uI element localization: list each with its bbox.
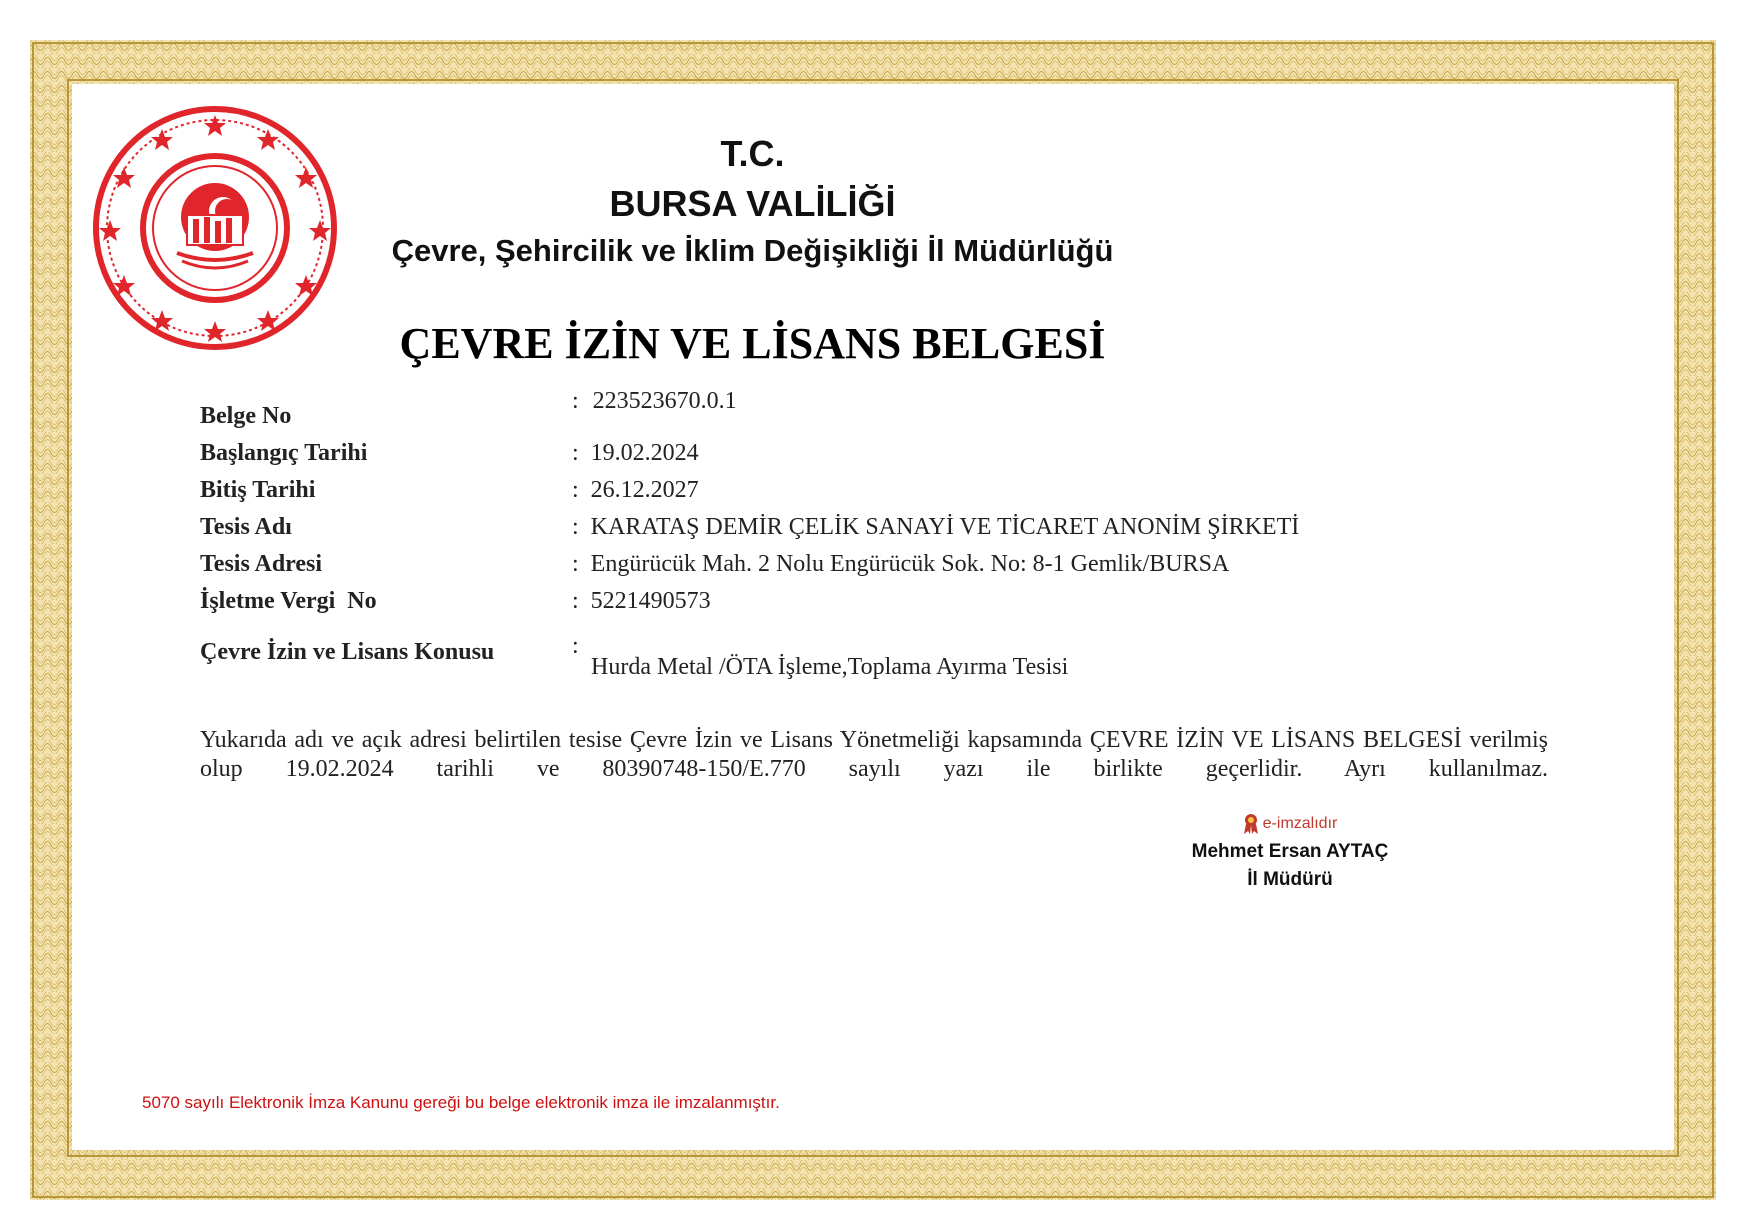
ribbon-icon [1243,813,1259,835]
validity-paragraph: Yukarıda adı ve açık adresi belirtilen tesise Çevre İzin ve Lisans Yönetmeliği kapsamında ÇEVRE İZİN VE LİSANS BELGESİ verilmiş olup 19.02.2024 tarihli ve 80390748-150/E.770 sayılı yazı ile birlikte geçerlidir. Ayrı kullanılmaz. [200,727,1548,782]
esign-label: e-imzalıdır [1262,815,1338,832]
field-value: : 26.12.2027 [572,477,699,503]
field-label: İşletme Vergi No [200,588,377,614]
header-directorate: Çevre, Şehircilik ve İklim Değişikliği İl Müdürlüğü [391,233,1114,268]
document-title: ÇEVRE İZİN VE LİSANS BELGESİ [399,319,1106,368]
esign-badge [1170,813,1410,835]
field-separator: : [572,633,579,659]
field-label: Bitiş Tarihi [200,477,316,503]
field-value: : KARATAŞ DEMİR ÇELİK SANAYİ VE TİCARET ANONİM ŞİRKETİ [572,514,1300,540]
field-label: Çevre İzin ve Lisans Konusu [200,639,495,665]
field-value: : 19.02.2024 [572,440,699,466]
field-value: Hurda Metal /ÖTA İşleme,Toplama Ayırma Tesisi [591,654,1069,680]
field-label: Başlangıç Tarihi [200,440,368,466]
header-governorship: BURSA VALİLİĞİ [609,183,896,224]
esign-law-notice: 5070 sayılı Elektronik İmza Kanunu gereği bu belge elektronik imza ile imzalanmıştır. [142,1093,780,1112]
signature-block [1170,813,1410,891]
field-label: Tesis Adresi [200,551,323,577]
signatory-title: İl Müdürü [1247,869,1333,890]
field-label: Tesis Adı [200,514,292,540]
signatory-name: Mehmet Ersan AYTAÇ [1191,841,1389,862]
header-tc: T.C. [720,133,785,174]
field-value: : Engürücük Mah. 2 Nolu Engürücük Sok. No: 8-1 Gemlik/BURSA [572,551,1230,577]
field-value: : 223523670.0.1 [572,388,737,414]
field-label: Belge No [200,403,292,429]
field-value: : 5221490573 [572,588,711,614]
